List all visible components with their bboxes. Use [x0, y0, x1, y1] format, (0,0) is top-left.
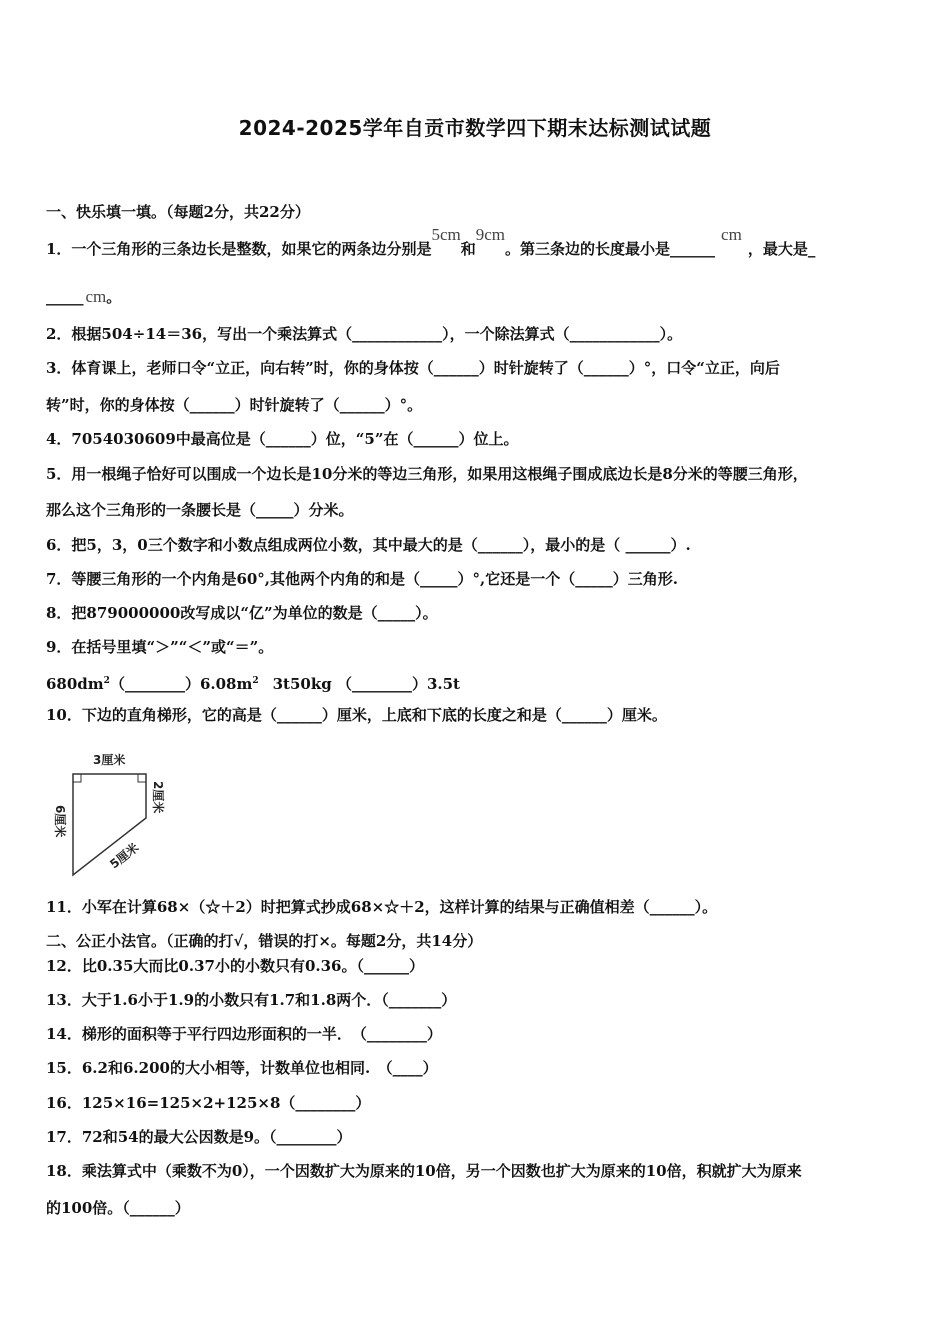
q1-line2-blank: _____: [46, 288, 84, 306]
question-2: 2．根据504÷14＝36，写出一个乘法算式（____________），一个除法算式（____________）。: [46, 325, 683, 343]
question-5-line-1: 5．用一根绳子恰好可以围成一个边长是10分米的等边三角形，如果用这根绳子围成底边长是8分米的等腰三角形，: [46, 465, 808, 483]
question-17: 17．72和54的最大公因数是9。（________）: [46, 1128, 352, 1146]
q9-a-sup: 2: [103, 676, 110, 686]
page-title: 2024-2025学年自贡市数学四下期末达标测试试题: [238, 116, 712, 140]
section-2-heading: 二、公正小法官。（正确的打√，错误的打×。每题2分，共14分）: [46, 932, 483, 950]
right-angle-mark-left: [73, 774, 81, 782]
question-6: 6．把5，3，0三个数字和小数点组成两位小数，其中最大的是（______），最小的是（ ______）.: [46, 536, 691, 554]
question-7: 7．等腰三角形的一个内角是60°,其他两个内角的和是（_____）°,它还是一个（_____）三角形.: [46, 570, 678, 588]
q9-a: 680dm: [46, 675, 104, 693]
question-10: 10．下边的直角梯形，它的高是（______）厘米，上底和下底的长度之和是（______）厘米。: [46, 706, 667, 724]
question-13: 13．大于1.6小于1.9的小数只有1.7和1.8两个．（_______）: [46, 991, 457, 1009]
q9-b-sup: 2: [252, 676, 259, 686]
q1-unit-d: cm: [85, 287, 107, 306]
question-1-line-1: [46, 225, 816, 259]
question-9-line-1: 9．在括号里填“＞”“＜”或“＝”。: [46, 638, 274, 656]
question-3-line-2: 转”时，你的身体按（______）时针旋转了（______）°。: [46, 396, 423, 414]
q1-text-a: 1．一个三角形的三条边长是整数，如果它的两条边分别是: [46, 240, 432, 258]
q1-unit-c: cm: [721, 225, 742, 244]
question-15: 15．6.2和6.200的大小相等，计数单位也相同. （____）: [46, 1059, 438, 1077]
q1-text-c: 。第三条边的长度最小是______: [505, 240, 716, 258]
question-18-line-1: 18．乘法算式中（乘数不为0），一个因数扩大为原来的10倍，另一个因数也扩大为原来的10倍，积就扩大为原来: [46, 1162, 802, 1180]
label-left: 6厘米: [53, 805, 67, 838]
question-18-line-2: 的100倍。（______）: [46, 1199, 190, 1217]
q9-b: （________）6.08m: [109, 675, 253, 693]
q1-unit-a: 5cm: [431, 225, 461, 244]
trapezoid-diagram: [46, 745, 186, 885]
trapezoid-figure: [46, 745, 186, 885]
q1-unit-b: 9cm: [475, 225, 506, 244]
q1-text-b: 和: [460, 240, 476, 258]
label-top: 3厘米: [93, 753, 126, 767]
q1-line2-end: 。: [106, 288, 122, 306]
label-slant: 5厘米: [107, 840, 142, 872]
question-16: 16．125×16=125×2+125×8（________）: [46, 1094, 371, 1112]
question-9-line-2: [46, 671, 460, 694]
label-right: 2厘米: [151, 781, 165, 814]
q1-text-d: ，最大是_: [747, 240, 816, 258]
question-8: 8．把879000000改写成以“亿”为单位的数是（_____）。: [46, 604, 438, 622]
question-11: 11．小军在计算68×（☆＋2）时把算式抄成68×☆＋2，这样计算的结果与正确值相差（______）。: [46, 898, 718, 916]
section-1-heading: 一、快乐填一填。（每题2分，共22分）: [46, 203, 310, 221]
right-angle-mark-right: [138, 774, 146, 782]
question-12: 12．比0.35大而比0.37小的小数只有0.36。（______）: [46, 957, 424, 975]
question-4: 4．7054030609中最高位是（______）位，“5”在（______）位上。: [46, 430, 519, 448]
q9-c: 3t50kg （________）3.5t: [272, 675, 460, 693]
question-5-line-2: 那么这个三角形的一条腰长是（_____）分米。: [46, 501, 354, 519]
question-3-line-1: 3．体育课上，老师口令“立正，向右转”时，你的身体按（______）时针旋转了（______）°，口令“立正，向后: [46, 359, 780, 377]
question-1-line-2: [46, 287, 121, 307]
question-14: 14．梯形的面积等于平行四边形面积的一半． （________）: [46, 1025, 442, 1043]
